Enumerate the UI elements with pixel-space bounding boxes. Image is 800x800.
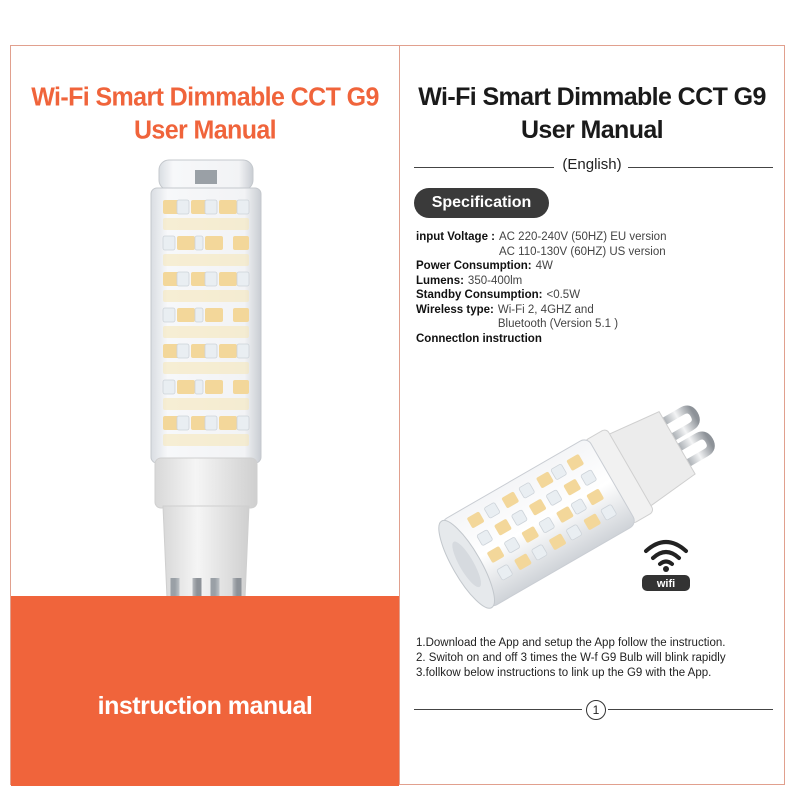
spec-key: Connectlon instruction bbox=[416, 332, 542, 345]
cover-title-line1: Wi-Fi Smart Dimmable CCT G9 bbox=[31, 82, 379, 112]
footer-divider-right bbox=[608, 709, 773, 710]
spec-standby-consumption bbox=[416, 288, 776, 303]
instruction-manual-banner bbox=[11, 596, 399, 786]
spec-value: <0.5W bbox=[546, 289, 581, 301]
spec-value: Bluetooth (Version 5.1 ) bbox=[497, 318, 619, 330]
connection-steps bbox=[416, 636, 776, 681]
spec-list bbox=[416, 230, 776, 346]
spec-input-voltage bbox=[416, 230, 776, 259]
manual-spec-page bbox=[400, 45, 785, 785]
wifi-badge-label: wifi bbox=[656, 578, 676, 590]
spec-value: AC 220-240V (50HZ) EU version bbox=[499, 231, 667, 243]
spec-value: 350-400lm bbox=[467, 274, 523, 287]
spec-value: Wi-Fi 2, 4GHZ and bbox=[497, 303, 594, 316]
spec-key: Lumens: bbox=[416, 274, 464, 287]
spec-title-line2: User Manual bbox=[520, 116, 664, 144]
g9-bulb-image bbox=[141, 158, 271, 628]
footer-divider-left bbox=[414, 709, 582, 710]
spec-key: Standby Consumption: bbox=[416, 289, 543, 301]
step-1: 1.Download the App and setup the App follow the instruction. bbox=[416, 637, 726, 649]
spec-key: Wireless type: bbox=[416, 303, 494, 316]
banner-text: instruction manual bbox=[97, 692, 313, 720]
spec-connection-instruction bbox=[416, 332, 776, 347]
spec-lumens bbox=[416, 274, 776, 289]
page-number: 1 bbox=[586, 700, 606, 720]
spec-title-line1: Wi-Fi Smart Dimmable CCT G9 bbox=[418, 83, 766, 111]
step-3: 3.follkow below instructions to link up the G9 with the App. bbox=[416, 667, 712, 679]
spec-key: input Voltage : bbox=[416, 231, 496, 243]
spec-value: AC 110-130V (60HZ) US version bbox=[499, 245, 666, 258]
spec-power-consumption bbox=[416, 259, 776, 274]
manual-cover-page bbox=[10, 45, 400, 785]
wifi-icon bbox=[640, 531, 692, 593]
language-label: (English) bbox=[562, 156, 622, 173]
step-2: 2. Switoh on and off 3 times the W-f G9 Bulb will blink rapidly bbox=[416, 652, 726, 664]
spec-value: 4W bbox=[535, 260, 553, 272]
specification-heading: Specification bbox=[414, 188, 549, 218]
spec-wireless-type bbox=[416, 303, 776, 332]
spec-key: Power Consumption: bbox=[416, 260, 532, 272]
cover-title-line2: User Manual bbox=[133, 115, 277, 145]
